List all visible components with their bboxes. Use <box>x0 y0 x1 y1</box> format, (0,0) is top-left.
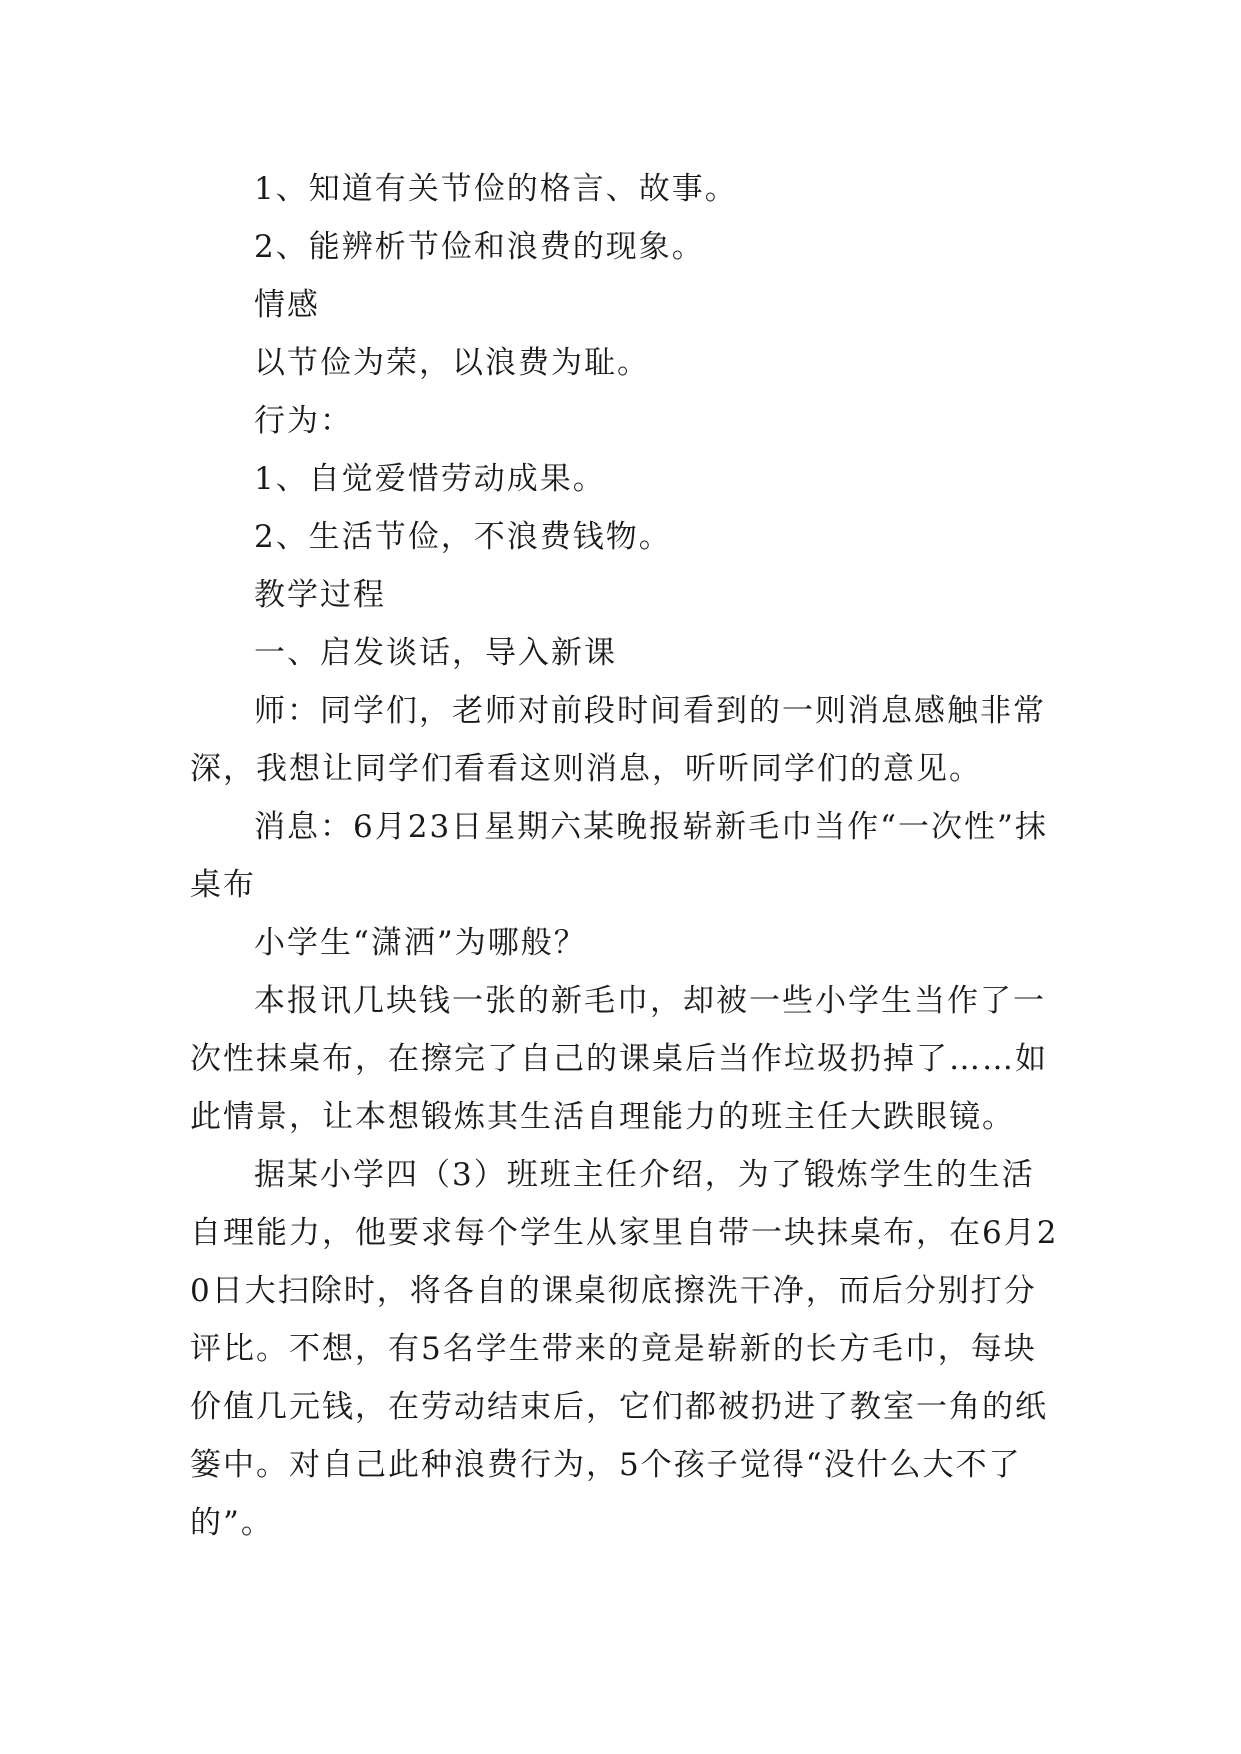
paragraph-teacher-intro: 师：同学们，老师对前段时间看到的一则消息感触非常深，我想让同学们看看这则消息，听听同学们的意见。 <box>190 693 1046 787</box>
heading-teaching-process: 教学过程 <box>254 577 386 613</box>
heading-section-one: 一、启发谈话，导入新课 <box>254 635 617 671</box>
paragraph-knowledge-1: 1、知道有关节俭的格言、故事。 <box>254 171 738 207</box>
paragraph-news-body-2: 据某小学四（3）班班主任介绍，为了锻炼学生的生活自理能力，他要求每个学生从家里自带一块抹桌布，在6月20日大扫除时，将各自的课桌彻底擦洗干净，而后分别打分评比。不想，有5名学生带来的竟是崭新的长方毛巾，每块价值几元钱，在劳动结束后，它们都被扔进了教室一角的纸篓中。对自己此种浪费行为，5个孩子觉得“没什么大不了的”。 <box>190 1157 1059 1541</box>
paragraph-behavior-2: 2、生活节俭，不浪费钱物。 <box>254 519 672 555</box>
paragraph-behavior-1: 1、自觉爱惜劳动成果。 <box>254 461 606 497</box>
heading-behavior: 行为： <box>254 403 353 439</box>
paragraph-news-body-1: 本报讯几块钱一张的新毛巾，却被一些小学生当作了一次性抹桌布，在擦完了自己的课桌后当作垃圾扔掉了……如此情景，让本想锻炼其生活自理能力的班主任大跌眼镜。 <box>190 983 1048 1135</box>
document-body <box>190 160 1060 1552</box>
paragraph-news-subheadline: 小学生“潇洒”为哪般？ <box>254 925 587 961</box>
heading-emotion: 情感 <box>254 287 320 323</box>
paragraph-emotion: 以节俭为荣，以浪费为耻。 <box>254 345 650 381</box>
paragraph-knowledge-2: 2、能辨析节俭和浪费的现象。 <box>254 229 705 265</box>
paragraph-news-headline: 消息：6月23日星期六某晚报崭新毛巾当作“一次性”抹桌布 <box>190 809 1048 903</box>
